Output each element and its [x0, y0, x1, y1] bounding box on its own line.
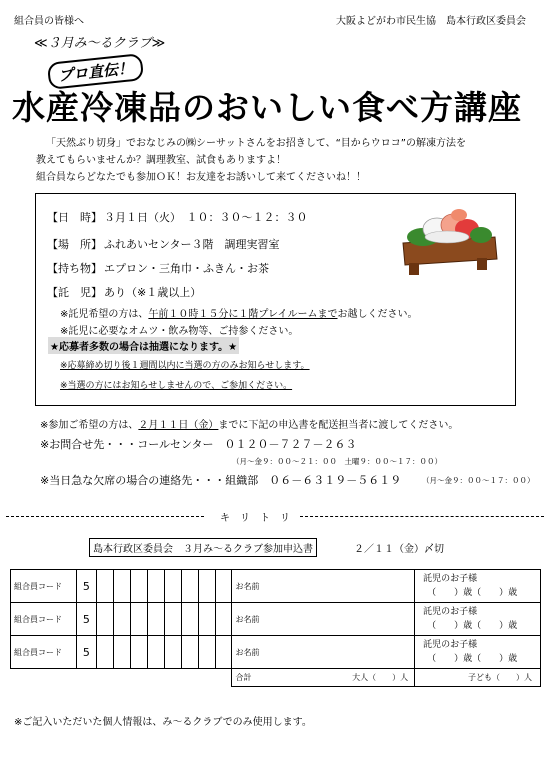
- intro-line-3: 組合員ならどなたでも参加ＯＫ！お友達をお誘いして来てくださいね！！: [36, 172, 366, 183]
- code-digit-cell[interactable]: [147, 603, 164, 636]
- code-digit-cell[interactable]: [147, 570, 164, 603]
- code-digit-cell[interactable]: [147, 636, 164, 669]
- greeting: 組合員の皆様へ: [14, 16, 84, 27]
- code-prefix: 5: [76, 603, 96, 636]
- code-digit-cell[interactable]: [198, 570, 215, 603]
- code-digit-cell[interactable]: [130, 603, 147, 636]
- code-digit-cell[interactable]: [181, 603, 198, 636]
- code-digit-cell[interactable]: [181, 570, 198, 603]
- apply-instruction: ※参加ご希望の方は、２月１１日（金）までに下記の申込書を配送担当者に渡してください。: [40, 420, 459, 431]
- code-digit-cell[interactable]: [215, 570, 232, 603]
- absence-hours: （月～金９：００～１７：００）: [422, 476, 535, 485]
- code-prefix: 5: [76, 636, 96, 669]
- code-digit-cell[interactable]: [130, 570, 147, 603]
- code-digit-cell[interactable]: [164, 570, 181, 603]
- child-field[interactable]: 託児のお子様 （ ）歳（ ）歳: [415, 636, 541, 669]
- items-value: エプロン・三角巾・ふきん・お茶: [104, 262, 269, 275]
- code-digit-cell[interactable]: [215, 636, 232, 669]
- contact-hours: （月～金９：００～２１：００ 土曜９：００～１７：００）: [232, 457, 442, 466]
- application-form: [10, 569, 541, 687]
- total-children[interactable]: 子ども（ ）人: [415, 669, 541, 687]
- intro-line-1: 「天然ぶり切身」でおなじみの㈱シーサットさんをお招きして、“目からウロコ”の解凍方法を: [46, 138, 466, 149]
- cut-label: キ リ ト リ: [220, 513, 290, 524]
- page-title: 水産冷凍品のおいしい食べ方講座: [12, 88, 522, 127]
- sashimi-platter-icon: [397, 203, 501, 279]
- date-value: ３月１日（火） １０：３０～１２：３０: [104, 211, 308, 224]
- contact-line: ※お問合せ先・・・コールセンター ０１２０－７２７－２６３: [40, 438, 357, 451]
- form-deadline: ２／１１（金）〆切: [354, 544, 444, 555]
- table-row: [11, 636, 541, 669]
- code-digit-cell[interactable]: [113, 570, 130, 603]
- form-title: 島本行政区委員会 ３月み～るクラブ参加申込書: [89, 538, 317, 557]
- name-field[interactable]: お名前: [232, 636, 415, 669]
- childcare-value: あり（※１歳以上）: [104, 286, 202, 299]
- cut-line-left: [6, 516, 204, 517]
- place-value: ふれあいセンター３階 調理実習室: [104, 238, 280, 251]
- cut-line-right: [300, 516, 544, 517]
- code-digit-cell[interactable]: [164, 603, 181, 636]
- name-field[interactable]: お名前: [232, 603, 415, 636]
- code-digit-cell[interactable]: [181, 636, 198, 669]
- empty-cell: [11, 669, 232, 687]
- no-notification-note: ※当選の方にはお知らせしませんので、ご参加ください。: [60, 381, 293, 391]
- table-row: [11, 570, 541, 603]
- code-label: 組合員コード: [11, 570, 77, 603]
- child-field[interactable]: 託児のお子様 （ ）歳（ ）歳: [415, 570, 541, 603]
- privacy-note: ※ご記入いただいた個人情報は、み～るクラブでのみ使用します。: [14, 717, 312, 728]
- items-label: 【持ち物】: [47, 262, 102, 275]
- childcare-label: 【託 児】: [47, 286, 102, 299]
- childcare-note-2: ※託児に必要なオムツ・飲み物等、ご持参ください。: [60, 326, 299, 337]
- organizer: 大阪よどがわ市民生協 島本行政区委員会: [336, 16, 526, 27]
- child-field[interactable]: 託児のお子様 （ ）歳（ ）歳: [415, 603, 541, 636]
- intro-line-2: 教えてもらいませんか？調理教室、試食もありますよ！: [36, 155, 286, 166]
- place-label: 【場 所】: [47, 238, 102, 251]
- code-digit-cell[interactable]: [215, 603, 232, 636]
- name-field[interactable]: お名前: [232, 570, 415, 603]
- code-digit-cell[interactable]: [198, 603, 215, 636]
- code-label: 組合員コード: [11, 603, 77, 636]
- code-digit-cell[interactable]: [113, 603, 130, 636]
- code-prefix: 5: [76, 570, 96, 603]
- club-name: ≪３月み～るクラブ≫: [34, 36, 166, 51]
- absence-contact: ※当日急な欠席の場合の連絡先・・・組織部 ０６－６３１９－５６１９: [40, 474, 402, 487]
- table-row: [11, 603, 541, 636]
- code-digit-cell[interactable]: [130, 636, 147, 669]
- pro-badge: プロ直伝！: [47, 53, 144, 90]
- code-digit-cell[interactable]: [198, 636, 215, 669]
- code-label: 組合員コード: [11, 636, 77, 669]
- code-digit-cell[interactable]: [96, 636, 113, 669]
- notification-note: ※応募締め切り後１週間以内に当選の方のみお知らせします。: [60, 361, 310, 371]
- code-digit-cell[interactable]: [113, 636, 130, 669]
- total-row: [11, 669, 541, 687]
- date-label: 【日 時】: [47, 211, 102, 224]
- total-adults[interactable]: 合計 大人（ ）人: [232, 669, 415, 687]
- childcare-note-1: ※託児希望の方は、午前１０時１５分に１階プレイルームまでお越しください。: [60, 309, 418, 320]
- code-digit-cell[interactable]: [96, 570, 113, 603]
- code-digit-cell[interactable]: [164, 636, 181, 669]
- code-digit-cell[interactable]: [96, 603, 113, 636]
- lottery-note: ★応募者多数の場合は抽選になります。★: [48, 337, 239, 354]
